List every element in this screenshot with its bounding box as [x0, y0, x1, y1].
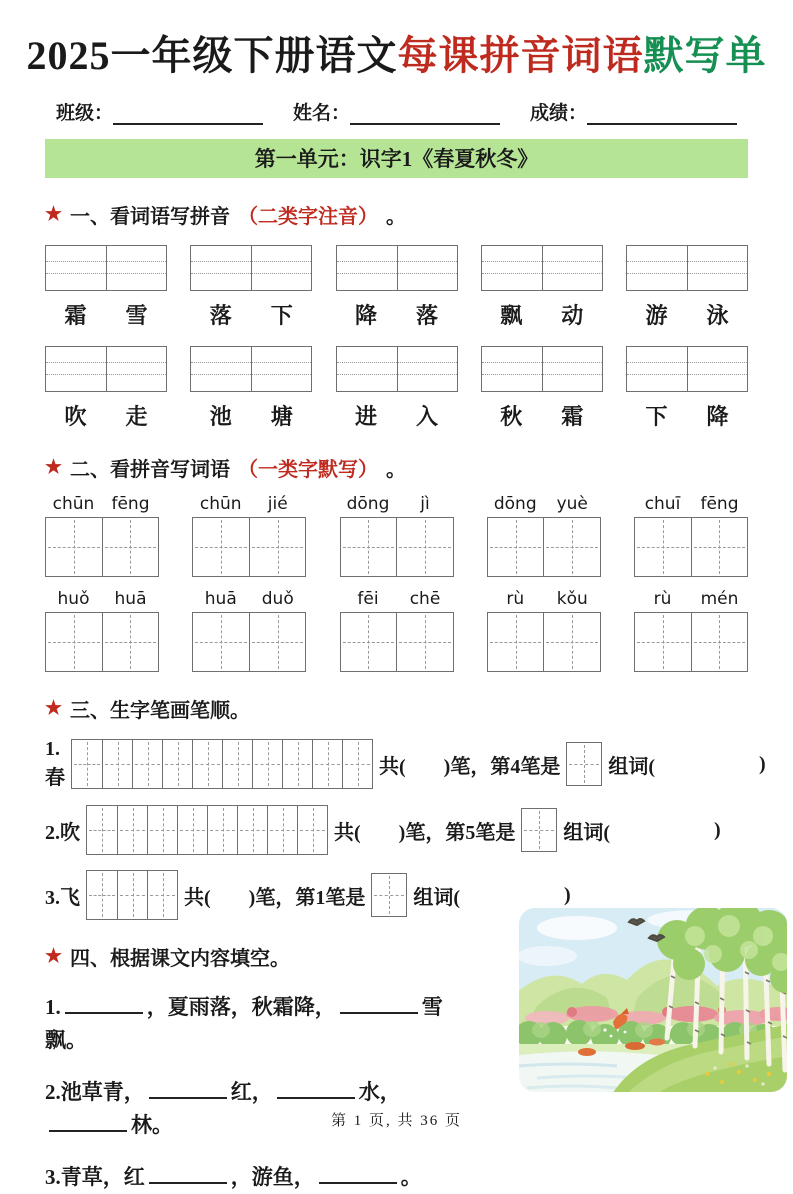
item-text: 共( — [184, 886, 211, 909]
pinyin-writing-box — [336, 346, 458, 392]
title-green: 默写单 — [643, 33, 767, 78]
page-footer — [0, 1109, 793, 1130]
pinyin-group — [45, 245, 167, 330]
pinyin-syllable: dōng — [346, 494, 390, 514]
pinyin-syllable: rù — [506, 589, 525, 609]
fill-text: 红， — [230, 1080, 273, 1105]
blank-line — [149, 1164, 227, 1184]
pinyin-syllable: jì — [420, 494, 430, 514]
hanzi: 游 — [645, 303, 668, 328]
hanzi-pair — [45, 400, 167, 431]
tianzige-box — [192, 517, 306, 577]
pinyin-syllable: dōng — [493, 494, 537, 514]
pinyin-label-pair — [634, 589, 748, 609]
class-blank-line — [113, 106, 263, 125]
hanzi: 降 — [354, 303, 377, 328]
tianzige-box — [45, 612, 159, 672]
section1-period: 。 — [386, 206, 407, 228]
item-text: )笔，第5笔是 — [398, 821, 516, 844]
hanzi: 霜 — [64, 303, 87, 328]
class-field — [56, 98, 263, 125]
hanzi-pair — [190, 299, 312, 330]
pinyin-syllable: huā — [114, 589, 147, 609]
hanzi-write-row-2 — [45, 589, 748, 672]
section3-title: 三、生字笔画笔顺。 — [70, 700, 251, 722]
hanzi: 下 — [270, 303, 293, 328]
tianzige-group — [340, 494, 454, 577]
pinyin-label-pair — [192, 494, 306, 514]
pinyin-group — [190, 245, 312, 330]
item-text: 组词( — [608, 755, 656, 778]
hanzi: 吹 — [64, 404, 87, 429]
score-field — [530, 98, 737, 125]
pinyin-group — [626, 346, 748, 431]
hanzi-pair — [626, 299, 748, 330]
item-text: )笔，第1笔是 — [248, 886, 366, 909]
pinyin-label-pair — [634, 494, 748, 514]
unit-banner-text: 第一单元：识字1《春夏秋冬》 — [254, 147, 539, 171]
pinyin-write-row-1 — [45, 245, 748, 330]
class-label: 班级： — [55, 103, 113, 124]
name-label: 姓名： — [292, 103, 350, 124]
pinyin-syllable: chūn — [52, 494, 95, 514]
item-text: ) — [564, 883, 571, 906]
tianzige-group — [340, 589, 454, 672]
pinyin-label-pair — [340, 494, 454, 514]
stroke-order-item-2 — [45, 805, 748, 855]
hanzi: 霜 — [561, 404, 584, 429]
tianzige-group — [45, 589, 159, 672]
blank-line — [319, 1164, 397, 1184]
hanzi: 雪 — [125, 303, 148, 328]
fill-text: 林。 — [131, 1112, 173, 1137]
item-label: 2.吹 — [45, 821, 80, 844]
pinyin-label-pair — [45, 494, 159, 514]
pinyin-syllable: kǒu — [556, 589, 588, 609]
tianzige-box — [634, 612, 748, 672]
item-text: ) — [714, 818, 721, 841]
name-blank-line — [350, 106, 500, 125]
fill-text: 水， — [358, 1080, 401, 1105]
stroke-order-grid — [86, 805, 328, 855]
hanzi: 降 — [706, 404, 729, 429]
section2-title: 二、看拼音写词语 — [70, 459, 231, 481]
pinyin-writing-box — [190, 346, 312, 392]
hanzi: 落 — [415, 303, 438, 328]
pinyin-label-pair — [487, 494, 601, 514]
hanzi: 进 — [354, 404, 377, 429]
pinyin-label-pair — [340, 589, 454, 609]
fill-text: 。 — [400, 1165, 422, 1190]
section1-title: 一、看词语写拼音 — [70, 206, 231, 228]
tianzige-box — [634, 517, 748, 577]
info-row — [0, 98, 793, 125]
hanzi-pair — [626, 400, 748, 431]
pinyin-writing-box — [481, 245, 603, 291]
section1-heading — [45, 200, 748, 229]
fill-line-3 — [45, 1161, 475, 1194]
hanzi-pair — [45, 299, 167, 330]
blank-line — [149, 1079, 227, 1099]
pinyin-syllable: fēng — [111, 494, 150, 514]
name-field — [293, 98, 500, 125]
section2-paren: （一类字默写） — [238, 459, 379, 481]
tianzige-box — [487, 517, 601, 577]
pinyin-syllable: chē — [409, 589, 441, 609]
pinyin-write-row-2 — [45, 346, 748, 431]
hanzi-pair — [190, 400, 312, 431]
star-icon: ★ — [45, 698, 63, 719]
tianzige-group — [487, 494, 601, 577]
pinyin-writing-box — [626, 346, 748, 392]
tianzige-group — [45, 494, 159, 577]
tianzige-box — [192, 612, 306, 672]
pinyin-group — [626, 245, 748, 330]
tianzige-group — [487, 589, 601, 672]
section2-heading — [45, 453, 748, 482]
hanzi: 塘 — [270, 404, 293, 429]
single-stroke-box — [521, 808, 557, 852]
tianzige-group — [192, 589, 306, 672]
hanzi-pair — [336, 299, 458, 330]
pinyin-syllable: mén — [700, 589, 739, 609]
hanzi: 池 — [209, 404, 232, 429]
hanzi: 入 — [415, 404, 438, 429]
title-black: 2025一年级下册语文 — [26, 33, 398, 78]
hanzi: 秋 — [500, 404, 523, 429]
fill-text: ，夏雨落，秋霜降， — [146, 995, 336, 1019]
pinyin-writing-box — [481, 346, 603, 392]
fill-text: 3.青草，红 — [45, 1165, 145, 1190]
pinyin-syllable: huǒ — [57, 589, 90, 609]
stroke-order-item-1 — [45, 738, 766, 790]
pinyin-syllable: huā — [204, 589, 237, 609]
item-text: )笔，第4笔是 — [443, 755, 561, 778]
fill-line-1 — [45, 991, 475, 1056]
hanzi-pair — [336, 400, 458, 431]
hanzi: 走 — [125, 404, 148, 429]
blank-line — [340, 994, 418, 1014]
pinyin-group — [481, 346, 603, 431]
unit-banner — [45, 139, 748, 178]
item-label: 1.春 — [45, 738, 65, 789]
hanzi: 落 — [209, 303, 232, 328]
pinyin-syllable: duǒ — [261, 589, 294, 609]
hanzi: 飘 — [500, 303, 523, 328]
pinyin-syllable: chuī — [644, 494, 681, 514]
pinyin-label-pair — [45, 589, 159, 609]
pinyin-group — [190, 346, 312, 431]
section1-paren: （二类字注音） — [238, 206, 379, 228]
pinyin-writing-box — [336, 245, 458, 291]
pinyin-syllable: fēng — [700, 494, 739, 514]
item-text: 共( — [334, 821, 361, 844]
item-text: 组词( — [413, 886, 461, 909]
score-blank-line — [587, 106, 737, 125]
blank-line — [65, 994, 143, 1014]
pinyin-syllable: jié — [267, 494, 288, 514]
pinyin-syllable: rù — [653, 589, 672, 609]
pinyin-group — [336, 346, 458, 431]
item-label: 3.飞 — [45, 886, 80, 909]
fill-in-blanks — [0, 991, 520, 1194]
pinyin-writing-box — [190, 245, 312, 291]
hanzi: 下 — [645, 404, 668, 429]
blank-line — [277, 1079, 355, 1099]
hanzi-write-row-1 — [45, 494, 748, 577]
pinyin-writing-box — [626, 245, 748, 291]
worksheet-page — [0, 33, 793, 1190]
star-icon: ★ — [45, 457, 63, 478]
tianzige-group — [634, 494, 748, 577]
pinyin-writing-box — [45, 245, 167, 291]
section3-heading — [45, 694, 748, 723]
hanzi-pair — [481, 299, 603, 330]
star-icon: ★ — [45, 946, 63, 967]
tianzige-group — [634, 589, 748, 672]
page-number: 第 1 页, 共 36 页 — [330, 1113, 462, 1129]
tianzige-group — [192, 494, 306, 577]
pinyin-syllable: yuè — [556, 494, 588, 514]
section4-title: 四、根据课文内容填空。 — [70, 948, 291, 970]
single-stroke-box — [566, 742, 602, 786]
fill-text: ，游鱼， — [230, 1165, 315, 1190]
pinyin-label-pair — [487, 589, 601, 609]
item-text: 共( — [379, 755, 406, 778]
hanzi: 泳 — [706, 303, 729, 328]
pinyin-syllable: chūn — [199, 494, 242, 514]
fill-text: 2.池草青， — [45, 1080, 145, 1105]
pinyin-writing-box — [45, 346, 167, 392]
score-label: 成绩： — [530, 103, 588, 124]
hanzi-pair — [481, 400, 603, 431]
tianzige-box — [340, 517, 454, 577]
title-red: 每课拼音词语 — [397, 33, 644, 78]
single-stroke-box — [371, 873, 407, 917]
pinyin-group — [45, 346, 167, 431]
star-icon: ★ — [45, 204, 63, 225]
section2-period: 。 — [386, 459, 407, 481]
stroke-order-grid — [86, 870, 178, 920]
landscape-illustration — [517, 906, 789, 1094]
fill-text: 雪飘。 — [45, 995, 443, 1052]
pinyin-group — [481, 245, 603, 330]
fill-text: 1. — [45, 995, 61, 1019]
pinyin-group — [336, 245, 458, 330]
item-text: ) — [759, 752, 766, 775]
item-text: 组词( — [563, 821, 611, 844]
page-title — [0, 34, 793, 78]
tianzige-box — [45, 517, 159, 577]
stroke-order-grid — [71, 739, 373, 789]
pinyin-syllable: fēi — [357, 589, 379, 609]
hanzi: 动 — [561, 303, 584, 328]
tianzige-box — [487, 612, 601, 672]
pinyin-label-pair — [192, 589, 306, 609]
tianzige-box — [340, 612, 454, 672]
